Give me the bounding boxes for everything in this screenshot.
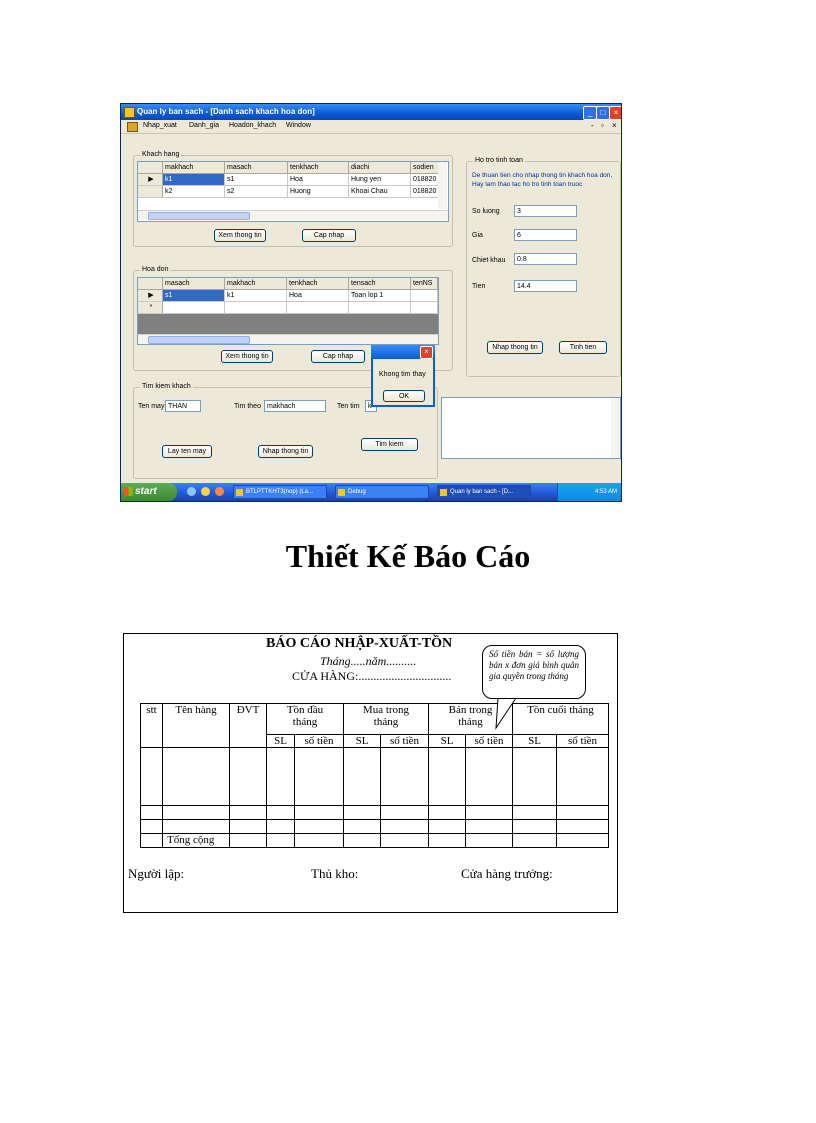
horizontal-scrollbar[interactable] <box>138 210 448 220</box>
maximize-button[interactable]: □ <box>596 106 610 120</box>
label-chiet-khau: Chiet khau <box>472 257 506 264</box>
header-sl: SL <box>429 735 466 748</box>
table-cell[interactable]: 018820 <box>411 174 439 186</box>
khach-hang-grid[interactable] <box>137 161 449 222</box>
header-so-tien: số tiền <box>295 735 344 748</box>
report-month-line: Tháng.....năm.......... <box>320 654 417 668</box>
xem-thong-tin-button[interactable]: Xem thong tin <box>221 350 273 363</box>
report-table <box>140 703 609 848</box>
ten-tim-input[interactable]: k <box>365 400 377 412</box>
menu-danh-gia[interactable]: Danh_gia <box>189 122 219 129</box>
help-note-line1: De thuan tien cho nhap thong tin khach hoa don, <box>472 172 613 179</box>
menu-window[interactable]: Window <box>286 122 311 129</box>
grid-empty-area <box>138 314 438 334</box>
table-cell[interactable]: Hoa <box>287 290 349 302</box>
grid-corner <box>138 162 163 174</box>
system-tray <box>557 483 621 501</box>
task-label: BTLPTTKHT3(nop) (La... <box>246 489 314 495</box>
task-label: Debug <box>348 489 366 495</box>
result-textarea[interactable] <box>441 397 621 459</box>
mdi-child-icon <box>127 122 138 132</box>
header-sl: SL <box>267 735 295 748</box>
horizontal-scrollbar[interactable] <box>138 334 438 344</box>
windows-flag-icon <box>124 487 133 496</box>
table-row-total <box>141 834 609 848</box>
table-cell[interactable]: Khoai Chau <box>349 186 411 198</box>
table-cell[interactable]: k1 <box>163 174 225 186</box>
close-button[interactable]: × <box>609 106 622 120</box>
ten-may-input[interactable]: THAN <box>165 400 201 412</box>
header-sl: SL <box>344 735 381 748</box>
header-stt: stt <box>141 704 163 748</box>
callout-note: Số tiền bán = số lượng bán x đơn giá bình quân gia quyền trong tháng <box>482 645 586 699</box>
menu-bar <box>121 120 621 134</box>
message-text: Khong tim thay <box>379 371 426 378</box>
taskbar <box>121 483 621 501</box>
callout-tail <box>490 694 530 734</box>
header-so-tien: số tiền <box>381 735 429 748</box>
vertical-scrollbar[interactable] <box>611 398 620 458</box>
menu-hoadon-khach[interactable]: Hoadon_khach <box>229 122 277 129</box>
scroll-thumb[interactable] <box>148 212 250 220</box>
app-icon <box>124 107 135 118</box>
header-mua-trong-thang: Mua trong tháng <box>344 704 429 735</box>
tien-input[interactable]: 14.4 <box>514 280 577 292</box>
header-so-tien: số tiền <box>557 735 609 748</box>
clock: 4:53 AM <box>594 489 617 495</box>
label-gia: Gia <box>472 232 483 239</box>
scroll-thumb[interactable] <box>148 336 250 344</box>
mdi-minimize-button[interactable]: - <box>591 121 594 130</box>
mdi-restore-button[interactable]: ▫ <box>601 121 604 130</box>
table-cell[interactable] <box>163 302 225 314</box>
header-ton-dau-thang: Tồn đầu tháng <box>267 704 344 735</box>
table-row <box>141 748 609 806</box>
table-cell[interactable] <box>349 302 411 314</box>
so-luong-input[interactable]: 3 <box>514 205 577 217</box>
column-header[interactable]: tensach <box>349 278 411 290</box>
column-header[interactable]: makhach <box>225 278 287 290</box>
report-title: BÁO CÁO NHẬP-XUẤT-TỒN <box>266 636 453 651</box>
signature-thu-kho: Thủ kho: <box>311 866 359 881</box>
table-cell[interactable]: k1 <box>225 290 287 302</box>
nhap-thong-tin-button[interactable]: Nhap thong tin <box>258 445 313 458</box>
gia-input[interactable]: 6 <box>514 229 577 241</box>
row-selector-icon[interactable]: ▶ <box>138 174 163 186</box>
help-note-line2: Hay lam thao tac ho tro tinh toan truoc <box>472 181 583 188</box>
label-so-luong: So luong <box>472 208 500 215</box>
quicklaunch-ie-icon[interactable] <box>187 487 196 496</box>
message-box <box>371 345 435 407</box>
table-cell[interactable] <box>411 290 438 302</box>
document-icon <box>236 489 243 496</box>
label-tien: Tien <box>472 283 486 290</box>
tim-theo-input[interactable]: makhach <box>264 400 326 412</box>
start-button[interactable] <box>121 483 177 501</box>
signature-nguoi-lap: Người lập: <box>128 866 185 881</box>
window-titlebar <box>121 104 621 120</box>
group-title-ho-tro: Ho tro tinh toan <box>475 157 523 164</box>
report-store-line: CỬA HÀNG:............................... <box>292 669 452 683</box>
table-cell[interactable]: Huong <box>288 186 349 198</box>
label-ten-tim: Ten tim <box>337 403 360 410</box>
header-dvt: ĐVT <box>230 704 267 748</box>
row-selector-icon[interactable]: ▶ <box>138 290 163 302</box>
table-cell[interactable]: Hung yen <box>349 174 411 186</box>
table-cell[interactable]: s1 <box>163 290 225 302</box>
table-row <box>141 820 609 834</box>
menu-nhap-xuat[interactable]: Nhap_xuat <box>143 122 177 129</box>
task-label: Quan ly ban sach - [D... <box>450 489 514 495</box>
nhap-thong-tin-button[interactable]: Nhap thong tin <box>487 341 543 354</box>
signature-cua-hang-truong: Cửa hàng trưởng: <box>461 866 553 881</box>
label-tim-theo: Tim theo <box>234 403 261 410</box>
table-cell[interactable] <box>287 302 349 314</box>
column-header[interactable]: masach <box>163 278 225 290</box>
table-cell[interactable]: s1 <box>225 174 288 186</box>
chiet-khau-input[interactable]: 0.8 <box>514 253 577 265</box>
table-cell[interactable]: 018820 <box>411 186 439 198</box>
row-header[interactable] <box>138 186 163 198</box>
table-cell[interactable] <box>225 302 287 314</box>
mdi-close-button[interactable]: × <box>612 121 617 130</box>
grid-corner <box>138 278 163 290</box>
quicklaunch-media-icon[interactable] <box>201 487 210 496</box>
column-header[interactable]: diachi <box>349 162 411 174</box>
table-cell[interactable]: k2 <box>163 186 225 198</box>
table-cell[interactable]: Toan lop 1 <box>349 290 411 302</box>
xem-thong-tin-button[interactable]: Xem thong tin <box>214 229 266 242</box>
hoa-don-grid[interactable] <box>137 277 439 345</box>
cap-nhap-button[interactable]: Cap nhap <box>302 229 356 242</box>
window-title: Quan ly ban sach - [Danh sach khach hoa don] <box>137 107 315 116</box>
table-cell[interactable]: s2 <box>225 186 288 198</box>
taskbar-item[interactable] <box>437 485 531 499</box>
column-header[interactable]: tenNS <box>411 278 438 290</box>
total-label: Tổng cộng <box>163 834 230 848</box>
table-row <box>141 806 609 820</box>
header-sl: SL <box>513 735 557 748</box>
header-ten-hang: Tên hàng <box>163 704 230 748</box>
group-title-tim-kiem: Tim kiem khach <box>142 383 191 390</box>
label-ten-may: Ten may <box>138 403 165 410</box>
section-heading: Thiết Kế Báo Cáo <box>285 538 531 574</box>
folder-icon <box>338 489 345 496</box>
tinh-tien-button[interactable]: Tinh tien <box>559 341 607 354</box>
group-title-khach-hang: Khach hang <box>142 151 180 158</box>
app-screenshot <box>120 103 622 502</box>
table-cell[interactable]: Hoa <box>288 174 349 186</box>
message-box-close-icon[interactable]: × <box>420 346 433 359</box>
app-icon <box>440 489 447 496</box>
taskbar-item[interactable] <box>335 485 429 499</box>
minimize-button[interactable]: _ <box>583 106 597 120</box>
vertical-scrollbar[interactable] <box>438 162 447 209</box>
column-header[interactable]: tenkhach <box>287 278 349 290</box>
group-title-hoa-don: Hoa don <box>142 266 169 273</box>
cap-nhap-button[interactable]: Cap nhap <box>311 350 365 363</box>
start-label: start <box>135 486 157 497</box>
header-ban-trong-thang: Bán trong tháng <box>429 704 513 735</box>
quicklaunch-firefox-icon[interactable] <box>215 487 224 496</box>
taskbar-item[interactable] <box>233 485 327 499</box>
lay-ten-may-button[interactable]: Lay ten may <box>162 445 212 458</box>
column-header[interactable]: masach <box>225 162 288 174</box>
new-row-marker[interactable]: * <box>138 302 163 314</box>
table-cell[interactable] <box>411 302 438 314</box>
column-header[interactable]: tenkhach <box>288 162 349 174</box>
column-header[interactable]: makhach <box>163 162 225 174</box>
ok-button[interactable]: OK <box>383 390 425 402</box>
tim-kiem-button[interactable]: Tim kiem <box>361 438 418 451</box>
header-ton-cuoi-thang: Tồn cuối tháng <box>513 704 609 735</box>
message-box-titlebar <box>371 345 435 359</box>
column-header[interactable]: sodien <box>411 162 439 174</box>
header-so-tien: số tiền <box>466 735 513 748</box>
